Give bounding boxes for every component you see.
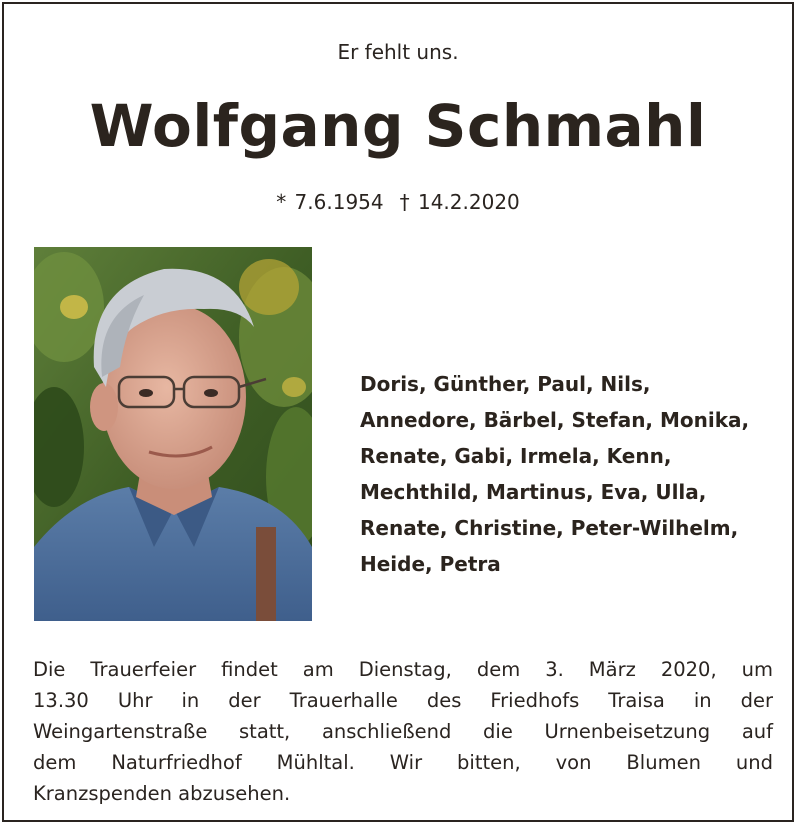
obituary-card <box>2 2 794 822</box>
notice-line: 13.30 Uhr in der Trauerhalle des Friedhofs Traisa in der <box>33 689 773 712</box>
mourners-list <box>360 366 780 582</box>
mourners-line: Mechthild, Martinus, Eva, Ulla, <box>360 480 707 504</box>
funeral-notice <box>33 654 773 809</box>
notice-line: Die Trauerfeier findet am Dienstag, dem 3. März 2020, um <box>33 658 773 681</box>
death-date: † 14.2.2020 <box>399 190 520 214</box>
notice-line: Weingartenstraße statt, anschließend die Urnenbeisetzung auf <box>33 720 773 743</box>
mourners-line: Heide, Petra <box>360 552 501 576</box>
portrait-photo <box>34 247 312 621</box>
mourners-line: Annedore, Bärbel, Stefan, Monika, <box>360 408 750 432</box>
notice-line: Kranzspenden abzusehen. <box>33 782 291 805</box>
mourners-line: Renate, Gabi, Irmela, Kenn, <box>360 444 672 468</box>
deceased-name: Wolfgang Schmahl <box>89 92 707 160</box>
mourners-line: Renate, Christine, Peter-Wilhelm, <box>360 516 739 540</box>
intro-text: Er fehlt uns. <box>337 40 459 64</box>
mourners-line: Doris, Günther, Paul, Nils, <box>360 372 651 396</box>
birth-date: * 7.6.1954 <box>276 190 384 214</box>
life-dates <box>4 190 792 214</box>
notice-line: dem Naturfriedhof Mühltal. Wir bitten, von Blumen und <box>33 751 773 774</box>
